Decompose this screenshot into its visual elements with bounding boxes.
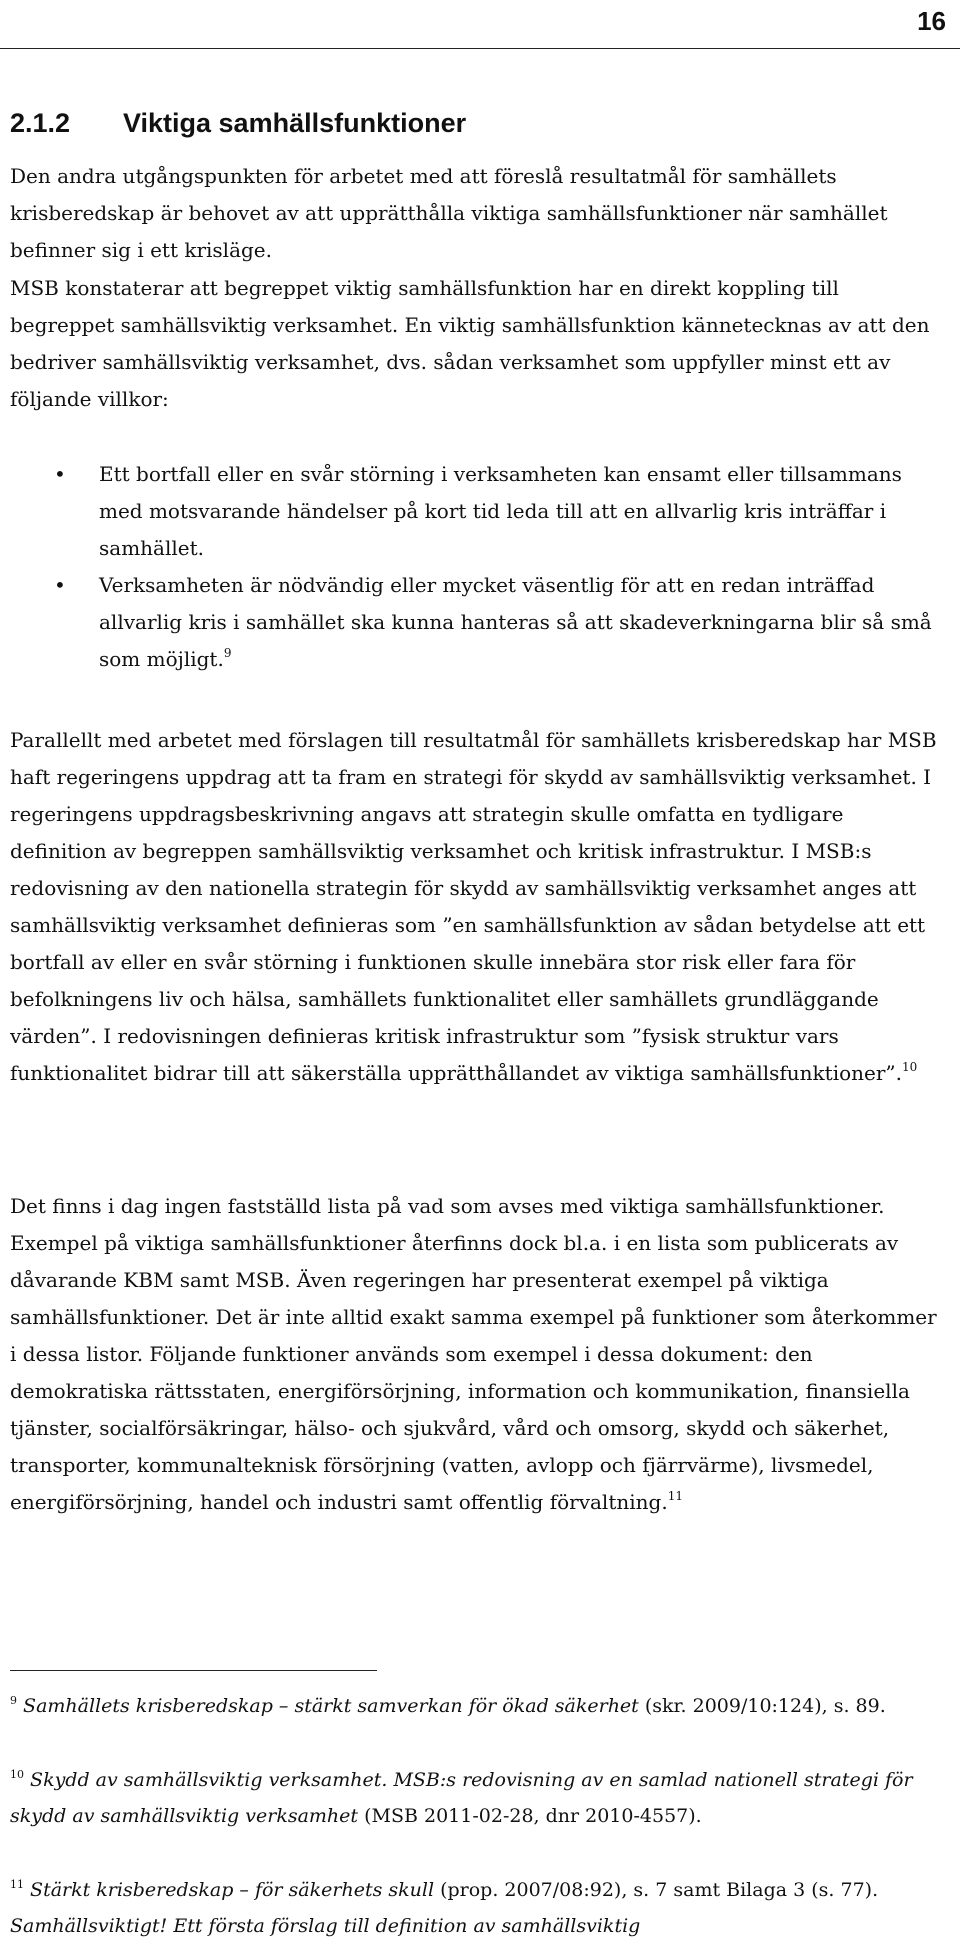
footnote-title: Samhällets krisberedskap – stärkt samverkan för ökad säkerhet xyxy=(23,1695,639,1717)
bullet-icon: • xyxy=(54,573,66,597)
footnote-title-2: Samhällsviktigt! Ett första förslag till definition av samhällsviktig xyxy=(10,1915,641,1937)
bullet-icon: • xyxy=(54,462,66,486)
footnote-text: (MSB 2011-02-28, dnr 2010-4557). xyxy=(358,1805,702,1827)
footnote-number: 9 xyxy=(10,1694,17,1707)
criteria-list xyxy=(10,456,945,678)
section-title: Viktiga samhällsfunktioner xyxy=(123,108,467,138)
section-number: 2.1.2 xyxy=(10,108,71,138)
paragraph-text: Det finns i dag ingen fastställd lista på vad som avses med viktiga samhällsfunktioner. Exempel på viktiga samhällsfunktioner återfinns dock bl.a. i en lista som publicerats av dåvarande KBM samt MSB. Även regeringen har presenterat exempel på viktiga samhällsfunktioner. Det är inte alltid exakt samma exempel på funktioner som återkommer i dessa listor. Följande funktioner används som exempel i dessa dokument: den demokratiska rättsstaten, energiförsörjning, information och kommunikation, finansiella tjänster, socialförsäkringar, hälso- och sjukvård, vård och omsorg, skydd och säkerhet, transporter, kommunalteknisk försörjning (vatten, avlopp och fjärrvärme), livsmedel, energiförsörjning, handel och industri samt offentlig förvaltning. xyxy=(10,1194,937,1514)
list-item xyxy=(10,567,945,678)
footnote-9 xyxy=(10,1688,950,1724)
footnote-number: 10 xyxy=(10,1768,24,1781)
list-item-text: Verksamheten är nödvändig eller mycket väsentlig för att en redan inträffad allvarlig kris i samhället ska kunna hanteras så att skadeverkningarna blir så små som möjligt. xyxy=(99,573,932,671)
paragraph-intro: Den andra utgångspunkten för arbetet med att föreslå resultatmål för samhällets krisberedskap är behovet av att upprätthålla viktiga samhällsfunktioner när samhället befinner sig i ett krisläge. xyxy=(10,164,888,262)
footnote-11 xyxy=(10,1872,950,1944)
list-item-text: Ett bortfall eller en svår störning i verksamheten kan ensamt eller tillsammans med motsvarande händelser på kort tid leda till att en allvarlig kris inträffar i samhället. xyxy=(99,462,902,560)
footnote-text: (prop. 2007/08:92), s. 7 samt Bilaga 3 (s. 77). xyxy=(434,1879,879,1901)
footnote-ref[interactable]: 10 xyxy=(902,1060,918,1074)
footnote-text: (skr. 2009/10:124), s. 89. xyxy=(638,1695,886,1717)
paragraph-definition: MSB konstaterar att begreppet viktig samhällsfunktion har en direkt koppling till begreppet samhällsviktig verksamhet. En viktig samhällsfunktion kännetecknas av att den bedriver samhällsviktig verksamhet, dvs. sådan verksamhet som uppfyller minst ett av följande villkor: xyxy=(10,276,930,411)
list-item xyxy=(10,456,945,567)
footnote-10 xyxy=(10,1762,950,1834)
footnote-ref[interactable]: 9 xyxy=(223,646,232,660)
footnote-title: Stärkt krisberedskap – för säkerhets skull xyxy=(30,1879,435,1901)
footnote-number: 11 xyxy=(10,1878,24,1891)
section-heading xyxy=(10,108,466,139)
footnote-title: Skydd av samhällsviktig verksamhet. MSB:s redovisning av en samlad nationell strategi för skydd av samhällsviktig verksamhet xyxy=(10,1769,913,1827)
page-number: 16 xyxy=(917,6,946,36)
paragraph-strategy xyxy=(10,722,945,1092)
footnote-separator xyxy=(10,1670,377,1671)
paragraph-examples xyxy=(10,1188,945,1521)
footnote-ref[interactable]: 11 xyxy=(667,1489,683,1503)
paragraph-text: Parallellt med arbetet med förslagen till resultatmål för samhällets krisberedskap har MSB haft regeringens uppdrag att ta fram en strategi för skydd av samhällsviktig verksamhet. I regeringens uppdragsbeskrivning angavs att strategin skulle omfatta en tydligare definition av begreppen samhällsviktig verksamhet och kritisk infrastruktur. I MSB:s redovisning av den nationella strategin för skydd av samhällsviktig verksamhet anges att samhällsviktig verksamhet definieras som ”en samhällsfunktion av sådan betydelse att ett bortfall av eller en svår störning i funktionen skulle innebära stor risk eller fara för befolkningens liv och hälsa, samhällets funktionalitet eller samhällets grundläggande värden”. I redovisningen definieras kritisk infrastruktur som ”fysisk struktur vars funktionalitet bidrar till att säkerställa upprätthållandet av viktiga samhällsfunktioner”. xyxy=(10,728,937,1085)
header-rule xyxy=(0,48,960,49)
